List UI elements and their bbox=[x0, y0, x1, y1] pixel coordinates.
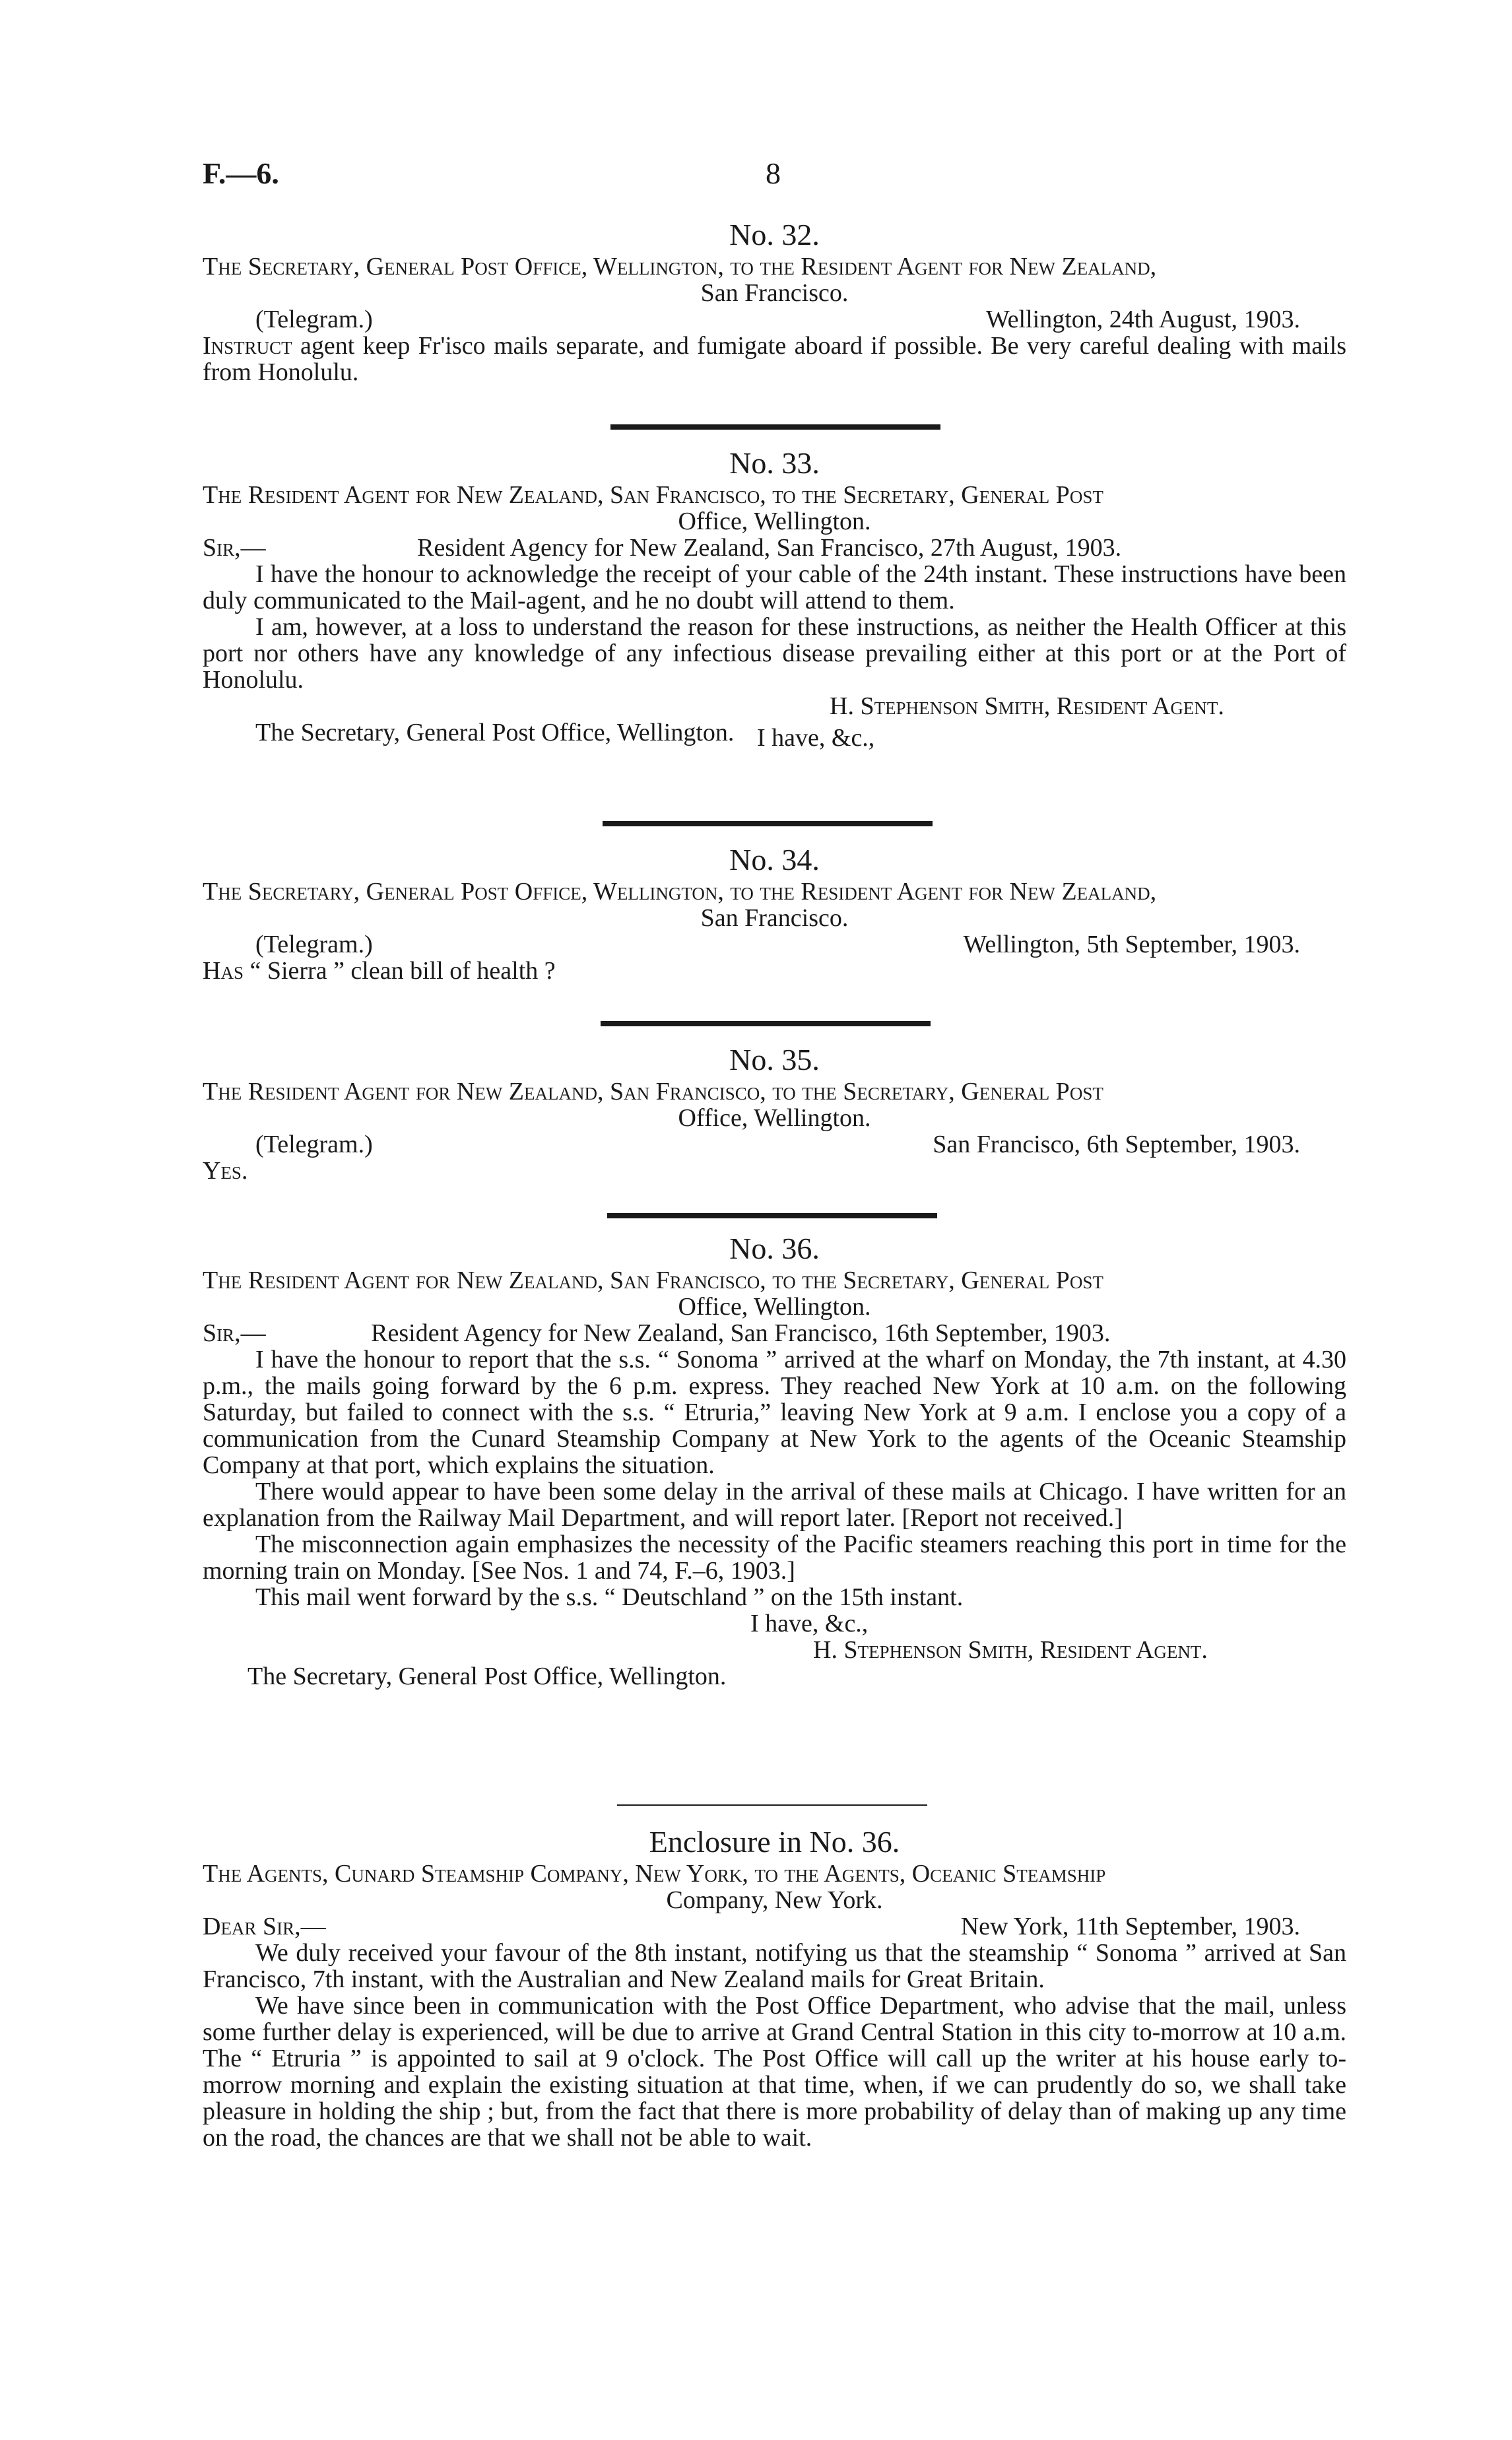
letter-heading: No. 36. bbox=[729, 1232, 820, 1265]
section-divider bbox=[601, 1021, 931, 1026]
telegram-line bbox=[203, 1131, 1346, 1158]
letter-address: The Resident Agent for New Zealand, San Francisco, to the Secretary, General Post bbox=[203, 1267, 1103, 1294]
section-divider bbox=[610, 424, 940, 430]
body-lead-word: Instruct bbox=[203, 332, 292, 360]
addressee: The Secretary, General Post Office, Wellington. bbox=[247, 1663, 727, 1690]
salutation-line bbox=[203, 1320, 1346, 1346]
telegram-label: (Telegram.) bbox=[255, 931, 373, 958]
letter-no-32 bbox=[203, 218, 1346, 385]
letter-date: Resident Agency for New Zealand, San Francisco, 27th August, 1903. bbox=[417, 534, 1122, 562]
letter-address: The Resident Agent for New Zealand, San Francisco, to the Secretary, General Post bbox=[203, 481, 1103, 509]
letter-date: New York, 11th September, 1903. bbox=[960, 1913, 1300, 1940]
letter-address-cont: San Francisco. bbox=[700, 279, 849, 307]
telegram-line bbox=[203, 931, 1346, 958]
enclosure-no-36 bbox=[203, 1825, 1346, 2151]
salutation-line bbox=[203, 535, 1346, 561]
body-text: agent keep Fr'isco mails separate, and fumigate aboard if possible. Be very careful dealing with mails from Honolulu. bbox=[203, 332, 1346, 386]
paragraph: I am, however, at a loss to understand the reason for these instructions, as neither the Health Officer at this port nor others have any knowledge of any infectious disease prevailing either at this port or at the Port of Honolulu. bbox=[203, 613, 1346, 694]
letter-heading: No. 35. bbox=[729, 1043, 820, 1076]
letter-no-35 bbox=[203, 1043, 1346, 1184]
closing: I have, &c., bbox=[757, 724, 875, 752]
page-number: 8 bbox=[766, 156, 781, 190]
salutation-line bbox=[203, 1913, 1346, 1940]
section-divider bbox=[607, 1213, 937, 1218]
addressee: The Secretary, General Post Office, Wellington. bbox=[255, 719, 735, 746]
section-divider bbox=[617, 1804, 927, 1806]
body-lead-word: Has bbox=[203, 957, 244, 985]
letter-address-cont: Company, New York. bbox=[666, 1886, 883, 1914]
telegram-label: (Telegram.) bbox=[255, 1131, 373, 1158]
signature: H. Stephenson Smith, Resident Agent. bbox=[830, 692, 1224, 720]
letter-no-34 bbox=[203, 843, 1346, 984]
letter-date: Wellington, 5th September, 1903. bbox=[963, 931, 1300, 958]
letter-date: San Francisco, 6th September, 1903. bbox=[933, 1131, 1300, 1158]
paragraph: I have the honour to report that the s.s. “ Sonoma ” arrived at the wharf on Monday, the 7th instant, at 4.30 p.m., the mails going forward by the 6 p.m. express. They reached New York at 10 a.m. on the following Saturday, but failed to connect with the s.s. “ Etruria,” leaving New York at 9 a.m. I enclose you a copy of a communication from the Cunard Steamship Company at New York to the agents of the Oceanic Steamship Company at that port, which explains the situation. bbox=[203, 1346, 1346, 1479]
letter-heading: No. 34. bbox=[729, 843, 820, 876]
letter-body: Yes. bbox=[203, 1157, 248, 1185]
document-reference: F.—6. bbox=[203, 156, 279, 190]
letter-address-cont: Office, Wellington. bbox=[678, 508, 871, 535]
telegram-line bbox=[203, 306, 1346, 333]
letter-no-33 bbox=[203, 446, 1346, 752]
signature: H. Stephenson Smith, Resident Agent. bbox=[813, 1636, 1208, 1664]
paragraph: We duly received your favour of the 8th instant, notifying us that the steamship “ Sonoma ” arrived at San Francisco, 7th instant, with the Australian and New Zealand mails for Great Britain. bbox=[203, 1939, 1346, 1993]
salutation: Sir,— bbox=[203, 1319, 266, 1347]
paragraph: This mail went forward by the s.s. “ Deutschland ” on the 15th instant. bbox=[255, 1583, 964, 1611]
paragraph: The misconnection again emphasizes the necessity of the Pacific steamers reaching this port in time for the morning train on Monday. [See Nos. 1 and 74, F.–6, 1903.] bbox=[203, 1531, 1346, 1585]
section-divider bbox=[603, 821, 933, 826]
closing: I have, &c., bbox=[750, 1610, 869, 1637]
letter-address-cont: Office, Wellington. bbox=[678, 1104, 871, 1132]
body-text: “ Sierra ” clean bill of health ? bbox=[243, 957, 556, 985]
letter-date: Resident Agency for New Zealand, San Francisco, 16th September, 1903. bbox=[371, 1319, 1111, 1347]
letter-address: The Secretary, General Post Office, Wellington, to the Resident Agent for New Zealand, bbox=[203, 253, 1157, 280]
salutation: Dear Sir,— bbox=[203, 1913, 326, 1940]
paragraph: There would appear to have been some delay in the arrival of these mails at Chicago. I have written for an explanation from the Railway Mail Department, and will report later. [Report not received.] bbox=[203, 1478, 1346, 1532]
letter-heading: No. 33. bbox=[729, 446, 820, 480]
letter-date: Wellington, 24th August, 1903. bbox=[985, 306, 1300, 333]
paragraph: We have since been in communication with the Post Office Department, who advise that the mail, unless some further delay is experienced, will be due to arrive at Grand Central Station in this city to-morrow at 10 a.m. The “ Etruria ” is appointed to sail at 9 o'clock. The Post Office will call up the writer at his house early to-morrow morning and explain the existing situation at that time, when, if we can prudently do so, we shall take pleasure in holding the ship ; but, from the fact that there is more probability of delay than of making up any time on the road, the chances are that we shall not be able to wait. bbox=[203, 1992, 1346, 2152]
letter-address: The Secretary, General Post Office, Wellington, to the Resident Agent for New Zealand, bbox=[203, 878, 1157, 906]
letter-body bbox=[203, 333, 1346, 385]
letter-address: The Resident Agent for New Zealand, San Francisco, to the Secretary, General Post bbox=[203, 1078, 1103, 1105]
enclosure-heading: Enclosure in No. 36. bbox=[649, 1825, 900, 1859]
letter-address: The Agents, Cunard Steamship Company, New York, to the Agents, Oceanic Steamship bbox=[203, 1860, 1106, 1888]
letter-heading: No. 32. bbox=[729, 218, 820, 251]
paragraph: I have the honour to acknowledge the receipt of your cable of the 24th instant. These instructions have been duly communicated to the Mail-agent, and he no doubt will attend to them. bbox=[203, 560, 1346, 614]
telegram-label: (Telegram.) bbox=[255, 306, 373, 333]
letter-address-cont: Office, Wellington. bbox=[678, 1293, 871, 1321]
letter-body bbox=[203, 958, 1346, 984]
letter-no-36 bbox=[203, 1232, 1346, 1690]
letter-address-cont: San Francisco. bbox=[700, 904, 849, 932]
salutation: Sir,— bbox=[203, 534, 266, 562]
